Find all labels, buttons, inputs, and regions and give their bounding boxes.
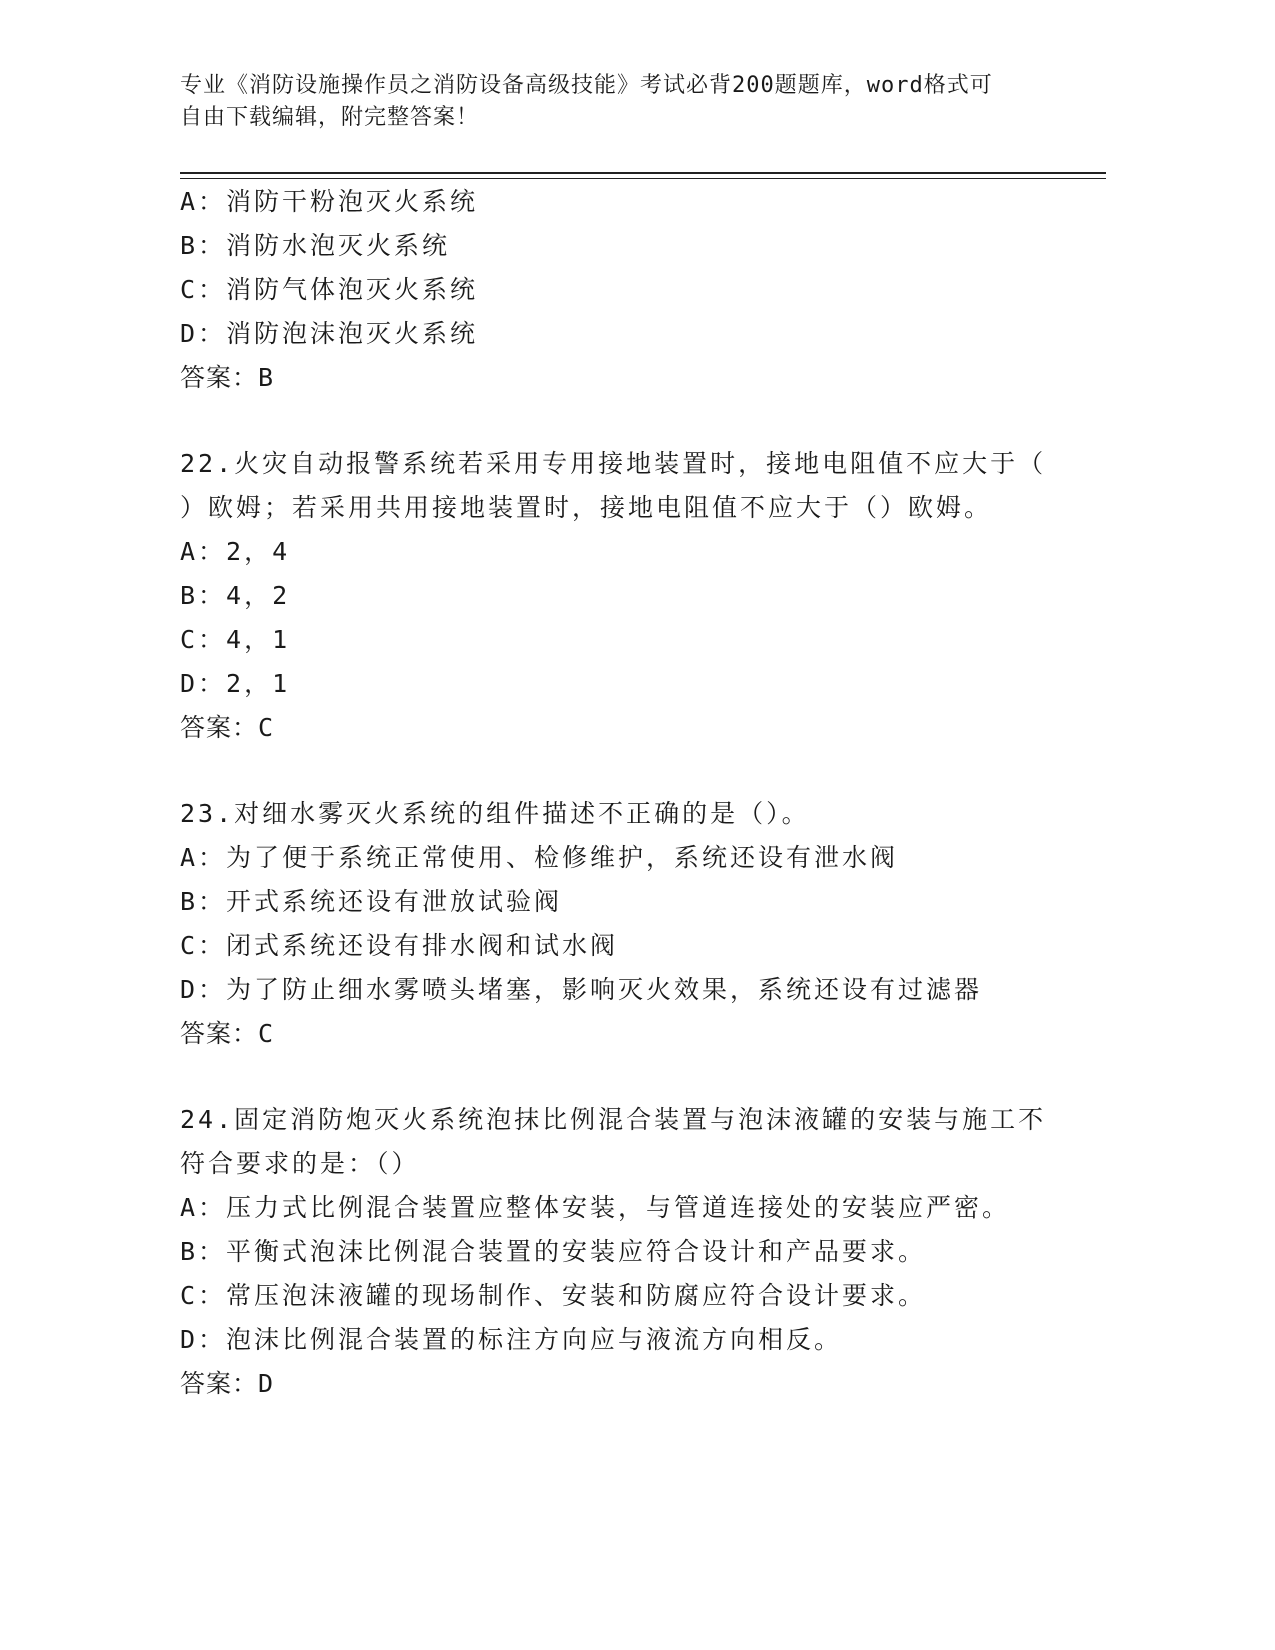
option-b: B：4，2 bbox=[180, 581, 291, 610]
option-b: B：开式系统还设有泄放试验阀 bbox=[180, 887, 563, 916]
spacer bbox=[180, 750, 1080, 792]
option-c: C：常压泡沫液罐的现场制作、安装和防腐应符合设计要求。 bbox=[180, 1281, 927, 1310]
option-a: A：压力式比例混合装置应整体安装，与管道连接处的安装应严密。 bbox=[180, 1193, 1011, 1222]
option-b: B：平衡式泡沫比例混合装置的安装应符合设计和产品要求。 bbox=[180, 1237, 927, 1266]
question-text-line-1: 22.火灾自动报警系统若采用专用接地装置时，接地电阻值不应大于（ bbox=[180, 449, 1047, 478]
question-text-line-1: 23.对细水雾灭火系统的组件描述不正确的是（）。 bbox=[180, 799, 810, 828]
option-c: C：4，1 bbox=[180, 625, 291, 654]
header-title-line-2: 自由下载编辑，附完整答案！ bbox=[180, 105, 480, 130]
question-22 bbox=[180, 442, 1080, 750]
option-a: A：消防干粉泡灭火系统 bbox=[180, 187, 479, 216]
option-d: D：泡沫比例混合装置的标注方向应与液流方向相反。 bbox=[180, 1325, 843, 1354]
answer: 答案：D bbox=[180, 1369, 275, 1398]
question-text-line-2: 符合要求的是：（） bbox=[180, 1149, 420, 1178]
spacer bbox=[180, 1056, 1080, 1098]
option-d: D：消防泡沫泡灭火系统 bbox=[180, 319, 479, 348]
option-c: C：闭式系统还设有排水阀和试水阀 bbox=[180, 931, 619, 960]
answer: 答案：B bbox=[180, 363, 275, 392]
question-text-line-1: 24.固定消防炮灭火系统泡抹比例混合装置与泡沫液罐的安装与施工不 bbox=[180, 1105, 1047, 1134]
question-23 bbox=[180, 792, 1080, 1056]
option-d: D：为了防止细水雾喷头堵塞，影响灭火效果，系统还设有过滤器 bbox=[180, 975, 983, 1004]
document-header bbox=[180, 70, 1040, 134]
question-21 bbox=[180, 180, 1080, 400]
question-list bbox=[180, 180, 1080, 1406]
answer: 答案：C bbox=[180, 1019, 275, 1048]
question-24 bbox=[180, 1098, 1080, 1406]
header-divider bbox=[180, 172, 1106, 179]
option-d: D：2，1 bbox=[180, 669, 291, 698]
option-c: C：消防气体泡灭火系统 bbox=[180, 275, 479, 304]
header-title-line-1: 专业《消防设施操作员之消防设备高级技能》考试必背200题题库，word格式可 bbox=[180, 73, 993, 98]
question-text-line-2: ）欧姆；若采用共用接地装置时，接地电阻值不应大于（）欧姆。 bbox=[180, 493, 993, 522]
option-a: A：2，4 bbox=[180, 537, 291, 566]
option-a: A：为了便于系统正常使用、检修维护，系统还设有泄水阀 bbox=[180, 843, 899, 872]
option-b: B：消防水泡灭火系统 bbox=[180, 231, 451, 260]
answer: 答案：C bbox=[180, 713, 275, 742]
spacer bbox=[180, 400, 1080, 442]
